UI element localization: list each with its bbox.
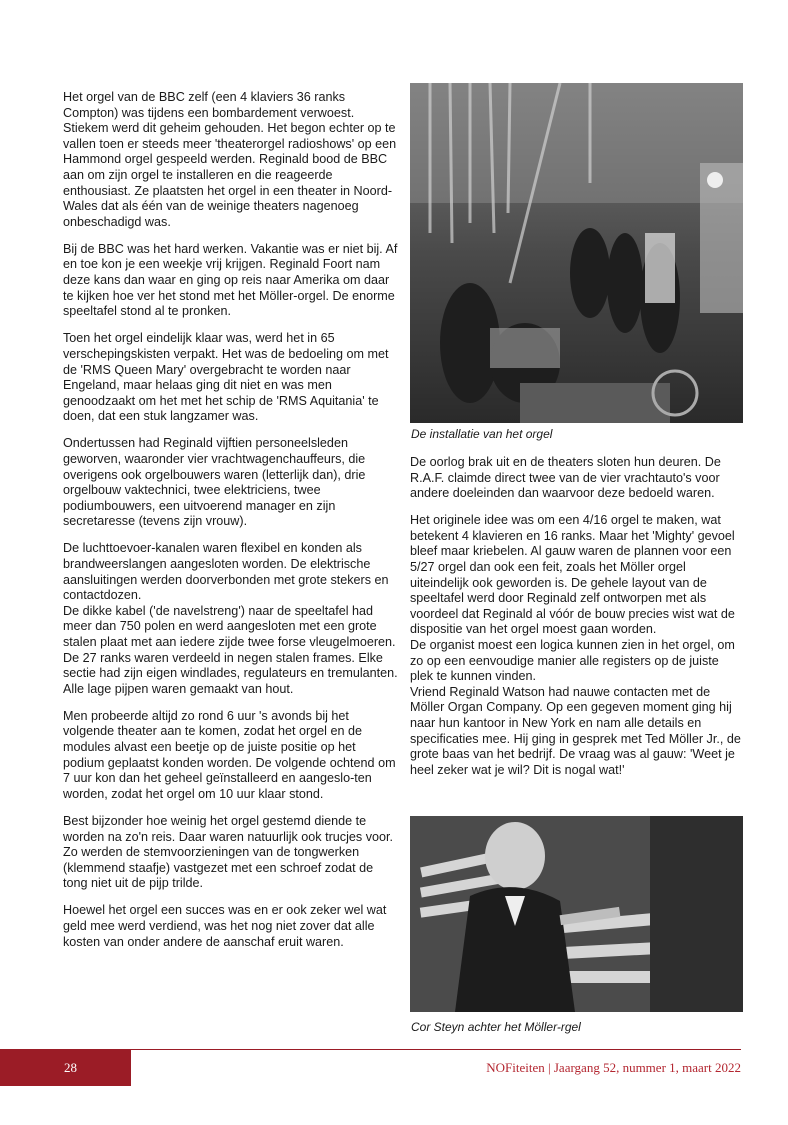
paragraph-success: Hoewel het orgel een succes was en er ook zeker wel wat geld mee werd verdiend, was het nog niet zover dat alle kosten van onder andere de aanschaf eruit waren. [63, 903, 387, 949]
paragraph-logic: De organist moest een logica kunnen zien in het orgel, om zo op een eenvoudige manier alle registers op de juiste plek te kunnen vinden. [410, 638, 735, 684]
paragraph-war: De oorlog brak uit en de theaters sloten hun deuren. De R.A.F. claimde direct twee van de vier vrachtauto's voor andere doeleinden dan waarvoor deze bedoeld waren. [410, 455, 721, 501]
page-number: 28 [64, 1060, 77, 1075]
paragraph-tuning: Best bijzonder hoe weinig het orgel gestemd diende te worden na zo'n reis. Daar waren natuurlijk ook trucjes voor. Zo werden de stemvoorzieningen van de tongwerken (klemmend staafje) vastgezet met een schroef zodat de tong niet uit de pijp trilde. [63, 813, 394, 891]
paragraph-schedule: Men probeerde altijd zo rond 6 uur 's avonds bij het volgende theater aan te komen, zodat het orgel en de modules alvast een beetje op de juiste positie op het podium geplaatst konden worden. De volgende ochtend om 7 uur kon dan het geheel geïnstalleerd en aangeslo-ten worden, zodat het orgel om 10 uur klaar stond. [63, 708, 396, 801]
paragraph-ranks: De 27 ranks waren verdeeld in negen stalen frames. Elke sectie had zijn eigen windlades, regulateurs en tremulanten. Alle lage pijpen waren gemaakt van hout. [63, 650, 398, 696]
paragraph-hard-work: Bij de BBC was het hard werken. Vakantie was er niet bij. Af en toe kon je een weekje vrij krijgen. Reginald Foort nam deze kans dan waar en ging op reis naar Amerika om daar te kijken hoe ver het stond met het Möller-orgel. De enorme speeltafel stond al te pronken. [63, 241, 398, 319]
paragraph-cable: De dikke kabel ('de navelstreng') naar de speeltafel had meer dan 750 polen en werd aangesloten met een grote stalen plaat met aan iedere zijde twee forse vleugelmoeren. [63, 603, 396, 649]
paragraph-original-idea: Het originele idee was om een 4/16 orgel te maken, wat betekent 4 klavieren en 16 ranks. Maar het 'Mighty' gevoel bleef maar kriebelen. Al gauw waren de plannen voor een 5/27 orgel dan ook een feit, zoals het Möller orgel uiteindelijk ook geworden is. De gehele layout van de speeltafel werd door Reginald zelf ontworpen met als voordeel dat Reginald al vóór de bouw precies wist wat de dispositie van het orgel moest gaan worden. [410, 513, 735, 637]
paragraph-shipping: Toen het orgel eindelijk klaar was, werd het in 65 verschepingskisten verpakt. Het was de bedoeling om met de 'RMS Queen Mary' overgebracht te worden naar Engeland, maar helaas ging dit niet en was men genoodzaakt om het met het schip de 'RMS Aquitania' te doen, dat een stuk langzamer was. [63, 331, 389, 424]
page-number-box [0, 1049, 131, 1086]
paragraph-air-ducts: De luchttoevoer-kanalen waren flexibel en konden als brandweerslangen aangesloten worden. De elektrische aansluitingen werden doorverbonden met grote stekers en contactdozen. [63, 541, 389, 603]
organ-installation-image [410, 83, 743, 423]
caption-organ-installation: De installatie van het orgel [411, 427, 553, 441]
right-column [410, 455, 743, 790]
paragraph-staff: Ondertussen had Reginald vijftien personeelsleden geworven, waaronder vier vrachtwagenchauffeurs, die overigens ook orgelbouwers waren (letterlijk dan), drie orgelbouw vaktechnici, twee elektriciens, twee podiumbouwers, een uitvoerend manager en zijn secretaresse (tevens zijn vrouw). [63, 436, 366, 529]
publication-info: NOFiteiten | Jaargang 52, nummer 1, maart 2022 [486, 1060, 741, 1075]
paragraph-bbc-organ: Het orgel van de BBC zelf (een 4 klaviers 36 ranks Compton) was tijdens een bombardement verwoest. Stiekem werd dit geheim gehouden. Het begon echter op te vallen toen er steeds meer 'theaterorgel radioshows' op een Hammond orgel gespeeld werden. Reginald bood de BBC aan om zijn orgel te installeren en die reageerde enthousiast. Ze plaatsten het orgel in een theater in Noord-Wales dat als één van de weinige theaters nagenoeg onbeschadigd was. [63, 90, 397, 229]
paragraph-moller-contacts: Vriend Reginald Watson had nauwe contacten met de Möller Organ Company. Op een gegeven moment ging hij naar hun kantoor in New York en nam alle details en specificaties mee. Hij ging in gesprek met Ted Möller Jr., de grote baas van het bedrijf. De vraag was al gauw: 'Weet je heel zeker wat je wil? Dit is nogal wat!' [410, 684, 741, 777]
console-player-image [410, 816, 743, 1012]
photo-console-player [410, 816, 743, 1012]
photo-organ-installation [410, 83, 743, 423]
left-column [63, 90, 399, 962]
caption-console-player: Cor Steyn achter het Möller-rgel [411, 1020, 581, 1034]
